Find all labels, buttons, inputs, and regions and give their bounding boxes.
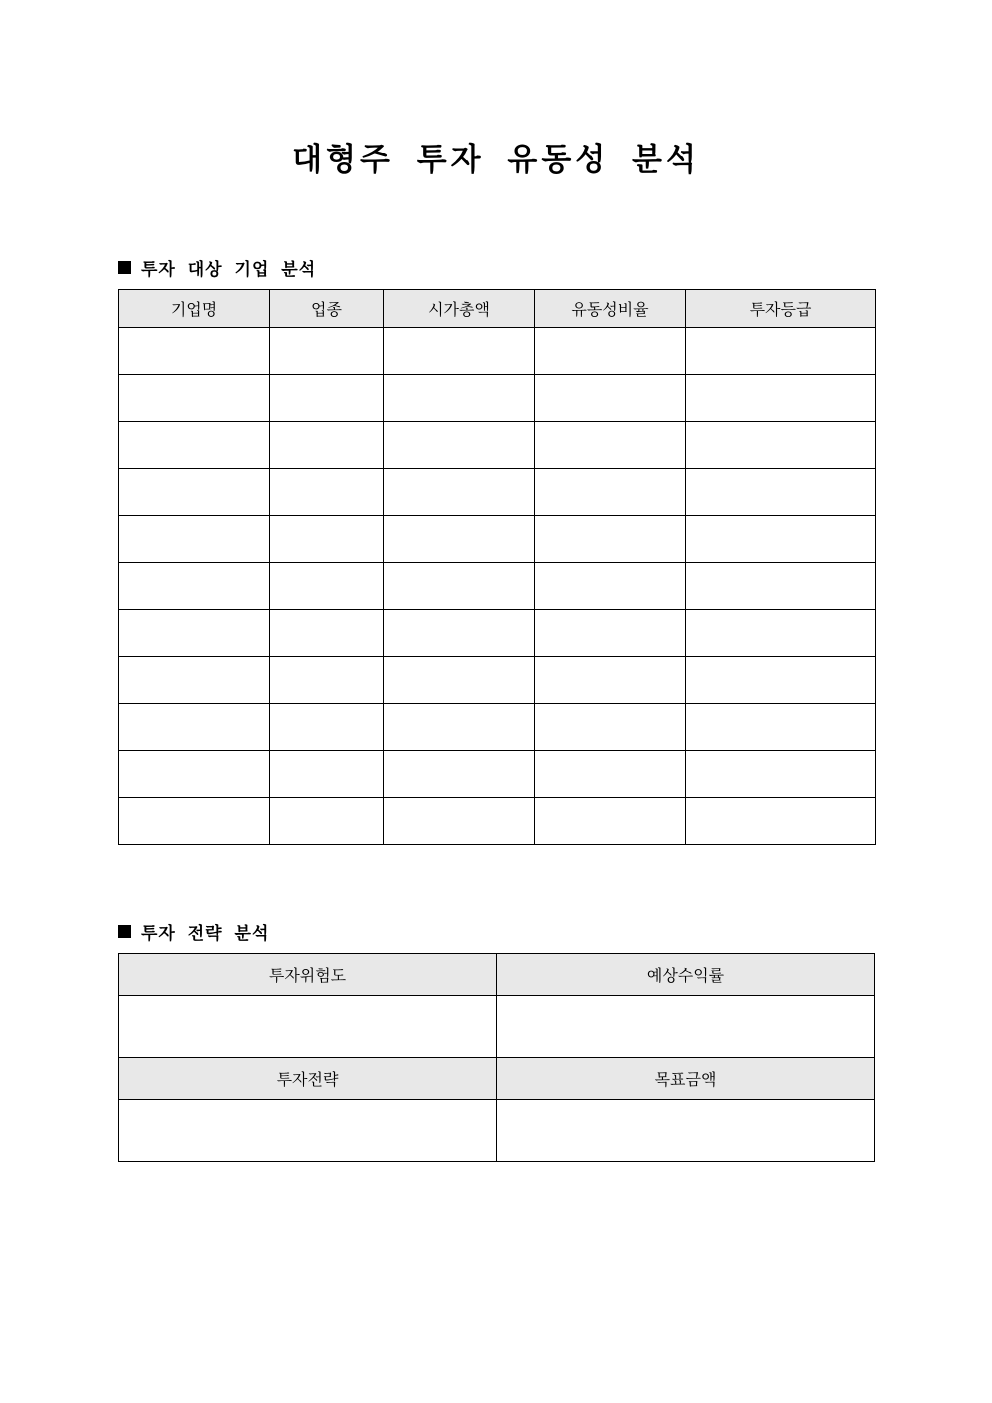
table-row bbox=[119, 704, 876, 751]
liquidity-ratio-cell[interactable] bbox=[535, 798, 686, 845]
table-row bbox=[119, 610, 876, 657]
table-row bbox=[119, 657, 876, 704]
table-row bbox=[119, 328, 876, 375]
field-value-expected-return[interactable] bbox=[497, 996, 875, 1058]
market-cap-cell[interactable] bbox=[384, 469, 535, 516]
company-name-cell[interactable] bbox=[119, 375, 270, 422]
company-name-cell[interactable] bbox=[119, 328, 270, 375]
column-header-liquidity-ratio: 유동성비율 bbox=[535, 290, 686, 328]
liquidity-ratio-cell[interactable] bbox=[535, 328, 686, 375]
industry-cell[interactable] bbox=[270, 610, 384, 657]
column-header-investment-grade: 투자등급 bbox=[686, 290, 876, 328]
liquidity-ratio-cell[interactable] bbox=[535, 469, 686, 516]
investment-grade-cell[interactable] bbox=[686, 751, 876, 798]
investment-grade-cell[interactable] bbox=[686, 375, 876, 422]
market-cap-cell[interactable] bbox=[384, 798, 535, 845]
investment-grade-cell[interactable] bbox=[686, 704, 876, 751]
company-name-cell[interactable] bbox=[119, 751, 270, 798]
market-cap-cell[interactable] bbox=[384, 704, 535, 751]
table-header-row bbox=[119, 954, 875, 996]
field-value-target-amount[interactable] bbox=[497, 1100, 875, 1162]
field-value-risk-level[interactable] bbox=[119, 996, 497, 1058]
investment-grade-cell[interactable] bbox=[686, 798, 876, 845]
industry-cell[interactable] bbox=[270, 798, 384, 845]
market-cap-cell[interactable] bbox=[384, 610, 535, 657]
company-name-cell[interactable] bbox=[119, 516, 270, 563]
market-cap-cell[interactable] bbox=[384, 375, 535, 422]
liquidity-ratio-cell[interactable] bbox=[535, 563, 686, 610]
table-row bbox=[119, 1100, 875, 1162]
field-label-expected-return: 예상수익률 bbox=[497, 954, 875, 996]
liquidity-ratio-cell[interactable] bbox=[535, 422, 686, 469]
company-name-cell[interactable] bbox=[119, 422, 270, 469]
table-row bbox=[119, 469, 876, 516]
industry-cell[interactable] bbox=[270, 657, 384, 704]
investment-grade-cell[interactable] bbox=[686, 563, 876, 610]
field-label-strategy: 투자전략 bbox=[119, 1058, 497, 1100]
industry-cell[interactable] bbox=[270, 328, 384, 375]
column-header-market-cap: 시가총액 bbox=[384, 290, 535, 328]
market-cap-cell[interactable] bbox=[384, 751, 535, 798]
company-name-cell[interactable] bbox=[119, 469, 270, 516]
square-bullet-icon bbox=[118, 261, 131, 274]
section-heading-strategy-analysis bbox=[118, 919, 269, 944]
investment-grade-cell[interactable] bbox=[686, 328, 876, 375]
industry-cell[interactable] bbox=[270, 751, 384, 798]
page-title: 대형주 투자 유동성 분석 bbox=[292, 142, 700, 178]
company-name-cell[interactable] bbox=[119, 610, 270, 657]
investment-grade-cell[interactable] bbox=[686, 610, 876, 657]
table-row bbox=[119, 375, 876, 422]
investment-grade-cell[interactable] bbox=[686, 469, 876, 516]
liquidity-ratio-cell[interactable] bbox=[535, 657, 686, 704]
industry-cell[interactable] bbox=[270, 563, 384, 610]
field-label-risk-level: 투자위험도 bbox=[119, 954, 497, 996]
industry-cell[interactable] bbox=[270, 516, 384, 563]
field-value-strategy[interactable] bbox=[119, 1100, 497, 1162]
field-label-target-amount: 목표금액 bbox=[497, 1058, 875, 1100]
liquidity-ratio-cell[interactable] bbox=[535, 375, 686, 422]
industry-cell[interactable] bbox=[270, 704, 384, 751]
market-cap-cell[interactable] bbox=[384, 516, 535, 563]
section-heading-company-analysis bbox=[118, 255, 316, 280]
table-row bbox=[119, 751, 876, 798]
column-header-industry: 업종 bbox=[270, 290, 384, 328]
square-bullet-icon bbox=[118, 925, 131, 938]
section-heading-label: 투자 대상 기업 분석 bbox=[141, 260, 317, 280]
company-analysis-table bbox=[118, 289, 876, 845]
table-row bbox=[119, 563, 876, 610]
liquidity-ratio-cell[interactable] bbox=[535, 704, 686, 751]
table-row bbox=[119, 422, 876, 469]
liquidity-ratio-cell[interactable] bbox=[535, 751, 686, 798]
investment-grade-cell[interactable] bbox=[686, 516, 876, 563]
market-cap-cell[interactable] bbox=[384, 563, 535, 610]
liquidity-ratio-cell[interactable] bbox=[535, 516, 686, 563]
company-name-cell[interactable] bbox=[119, 704, 270, 751]
table-header-row bbox=[119, 1058, 875, 1100]
industry-cell[interactable] bbox=[270, 469, 384, 516]
section-heading-label: 투자 전략 분석 bbox=[141, 924, 270, 944]
liquidity-ratio-cell[interactable] bbox=[535, 610, 686, 657]
table-row bbox=[119, 516, 876, 563]
industry-cell[interactable] bbox=[270, 422, 384, 469]
market-cap-cell[interactable] bbox=[384, 422, 535, 469]
company-name-cell[interactable] bbox=[119, 798, 270, 845]
company-name-cell[interactable] bbox=[119, 657, 270, 704]
strategy-analysis-table bbox=[118, 953, 875, 1162]
column-header-company-name: 기업명 bbox=[119, 290, 270, 328]
company-name-cell[interactable] bbox=[119, 563, 270, 610]
market-cap-cell[interactable] bbox=[384, 657, 535, 704]
industry-cell[interactable] bbox=[270, 375, 384, 422]
table-row bbox=[119, 798, 876, 845]
table-row bbox=[119, 996, 875, 1058]
investment-grade-cell[interactable] bbox=[686, 422, 876, 469]
investment-grade-cell[interactable] bbox=[686, 657, 876, 704]
market-cap-cell[interactable] bbox=[384, 328, 535, 375]
table-header-row bbox=[119, 290, 876, 328]
